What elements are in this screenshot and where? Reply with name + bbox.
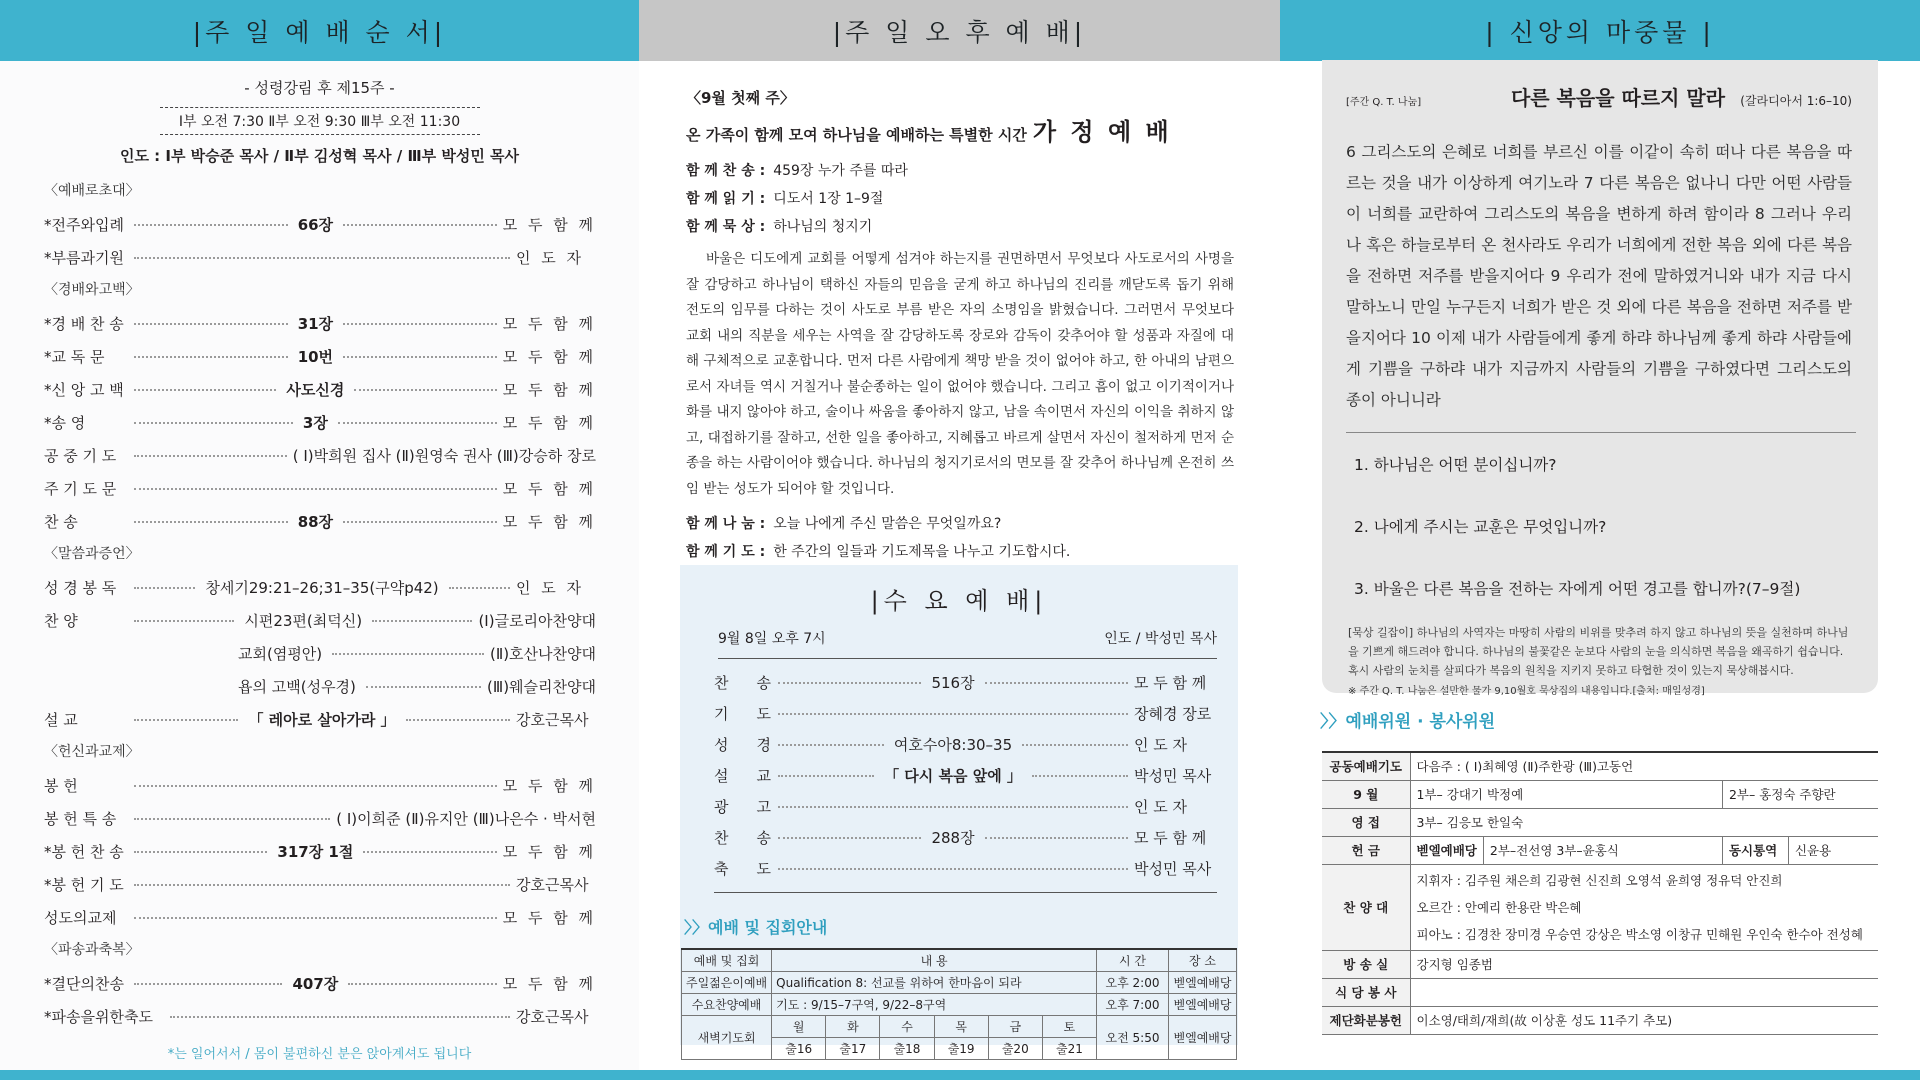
day-cell: 월 [772,1016,826,1038]
table-header: 시 간 [1097,949,1169,972]
day-cell: 화 [826,1016,880,1038]
table-cell: 주일젊은이예배 [682,972,772,994]
table-header: 장 소 [1169,949,1237,972]
info-key: 함 께 찬 송 : [686,163,766,179]
wed-label: 광고 [714,798,799,816]
order-item: 317장 1절 [277,843,354,861]
wed-sermon-title: 「 다시 복음 앞에 」 [884,767,1022,785]
table-row [682,994,1237,1016]
table-row [1322,752,1878,780]
meditation-guide: [묵상 길잡이] 하나님의 사역자는 마땅히 사람의 비위를 맞추려 하지 않고 하나님의 뜻을 실천하며 하나님을 기쁘게 해드려야 합니다. 하나님의 불꽃같은 눈보다 사람의 눈을 의식하면 복음을 왜곡하기 쉽습니다. 혹시 사람의 눈치를 살피다가 복음의 원칙을 지키지 못하고 타협한 것이 있는지 묵상해봅시다. [1348,626,1849,677]
order-person: 모 두 함 께 [502,975,597,993]
order-row [44,802,596,835]
order-person: 모 두 함 께 [502,513,597,531]
order-person: 인 도 자 [516,249,585,267]
choir-cell [1410,864,1878,950]
wed-person: 인 도 자 [1134,736,1188,754]
table-row [1322,950,1878,978]
row-heading: 찬 양 대 [1322,864,1410,950]
volunteers-table [1322,751,1878,1035]
wed-row [714,853,1220,884]
table-cell: 새벽기도회 [682,1016,772,1060]
wed-person: 박성민 목사 [1134,860,1212,878]
order-row [44,1000,596,1033]
day-cell: 금 [988,1016,1042,1038]
order-row [44,208,596,241]
table-cell: 3부– 김응모 한일숙 [1410,808,1878,836]
order-item: 교회(염평안) [238,645,323,663]
worship-order-list [44,175,596,1033]
wed-label: 축도 [714,860,799,878]
sermon-title: 「 레아로 살아가라 」 [248,711,396,729]
order-row [44,472,596,505]
order-row [44,604,596,637]
wed-row [714,822,1220,853]
wed-row [714,698,1220,729]
table-cell: 벧엘예배당 [1169,972,1237,994]
leader-cell: 출19 [934,1038,988,1060]
wed-label: 기도 [714,705,799,723]
info-key: 함 께 나 눔 : [686,516,766,532]
order-label: *송 영 [44,414,86,432]
order-item: 시편23편(최덕신) [244,612,363,630]
order-person: 모 두 함 께 [502,381,597,399]
order-row [44,967,596,1000]
order-item: 사도신경 [286,381,345,399]
info-value: 한 주간의 일들과 기도제목을 나누고 기도합시다. [773,544,1071,560]
table-cell: 신윤용 [1788,836,1878,864]
row-heading: 헌 금 [1322,836,1410,864]
order-label: 찬 송 [44,513,78,531]
order-label: 주 기 도 문 [44,480,117,498]
choir-organists: 오르간 : 안예리 한용란 박은혜 [1416,899,1582,915]
worship-times: Ⅰ부 오전 7:30 Ⅱ부 오전 9:30 Ⅲ부 오전 11:30 [160,107,480,135]
table-cell: 오후 2:00 [1097,972,1169,994]
order-person: (Ⅰ)글로리아찬양대 [478,612,597,630]
order-row [44,406,596,439]
wed-row [714,760,1220,791]
order-item: 407장 [292,975,339,993]
order-person: 모 두 함 께 [502,348,597,366]
order-row [44,439,596,472]
order-row [44,835,596,868]
order-person: (Ⅲ)웨슬리찬양대 [487,678,596,696]
leader-cell: 출17 [826,1038,880,1060]
order-person: 강호근목사 [516,876,589,894]
order-label: *봉 헌 기 도 [44,876,124,894]
family-worship-section [639,61,1280,566]
order-row [44,373,596,406]
order-row [44,868,596,901]
table-cell: 오전 5:50 [1097,1016,1169,1060]
order-item: 욥의 고백(성우경) [238,678,356,696]
wed-item: 여호수아8:30–35 [893,736,1013,754]
order-person: ( Ⅰ)이희준 (Ⅱ)유지안 (Ⅲ)나은수 · 박서현 [336,810,596,828]
table-row [1322,1006,1878,1034]
family-worship-heading: 가 정 예 배 [1032,118,1172,146]
row-heading: 영 접 [1322,808,1410,836]
order-person: 모 두 함 께 [502,315,597,333]
day-cell: 수 [880,1016,934,1038]
order-item: 66장 [297,216,334,234]
divider [714,892,1217,893]
qt-box [1322,60,1878,697]
wednesday-leader: 인도 / 박성민 목사 [1104,631,1217,647]
divider [1346,432,1856,433]
meditation-paragraph: 바울은 디도에게 교회를 어떻게 섬겨야 하는지를 권면하면서 무엇보다 사도로서의 사명을 잘 감당하고 하나님이 택하신 자들의 믿음을 굳게 하고 하나님의 진리를 깨닫도록 돕기 위해 전도의 임무를 다하는 것이 사도로 부름 받은 자의 소명임을 밝혔습니다. 그러면서 무엇보다 교회 내의 직분을 세우는 사역을 잘 감당하도록 장로와 감독이 갖추어야 할 성품과 자질에 대해 구체적으로 교훈합니다. 먼저 다른 사람에게 책망 받을 것이 없어야 하고, 한 아내의 남편으로서 자녀들 역시 거칠거나 불순종하는 일이 없어야 했습니다. 그리고 흠이 없고 이기적이거나 화를 내지 않아야 하고, 술이나 싸움을 좋아하지 않고, 남을 속이면서 자신의 이익을 취하지 않고, 대접하기를 잘하고, 선한 일을 좋아하고, 지혜롭고 바르게 살면서 자신이 철저하게 먼저 순종을 하는 사람이어야 했습니다. 하나님의 청지기로서의 면모를 잘 갖추어 하나님께 온전히 쓰임 받는 성도가 되어야 할 것입니다. [686,251,1234,497]
table-cell: 2부– 홍정숙 주향란 [1722,780,1878,808]
info-key: 함 께 읽 기 : [686,191,766,207]
order-row [44,901,596,934]
order-item: 10번 [297,348,334,366]
qt-question: 2. 나에게 주시는 교훈은 무엇입니까? [1354,518,1607,536]
qt-reference: (갈라디아서 1:6–10) [1740,94,1852,108]
family-worship-closing [686,510,1234,566]
table-row [1322,808,1878,836]
announcement-table [681,948,1237,1060]
section-label: 〈예배로초대〉 [44,183,140,199]
row-heading: 공동예배기도 [1322,752,1410,780]
worship-leaders: 인도 : Ⅰ부 박승준 목사 / Ⅱ부 김성혁 목사 / Ⅲ부 박성민 목사 [119,147,520,165]
order-item: 3장 [302,414,328,432]
afternoon-worship-header: |주 일 오 후 예 배| [639,0,1280,61]
leader-cell: 출21 [1042,1038,1096,1060]
order-item: 창세기29:21–26;31–35(구약p42) [205,579,439,597]
worship-order-column [0,0,639,1080]
order-row [44,340,596,373]
table-cell [1410,978,1878,1006]
table-cell: 강지형 임종범 [1410,950,1878,978]
worship-subtitle: - 성령강림 후 제15주 - [244,79,395,97]
wed-person: 장혜경 장로 [1134,705,1212,723]
qt-question: 1. 하나님은 어떤 분이십니까? [1354,456,1557,474]
order-label: 찬 양 [44,612,78,630]
wed-label: 찬송 [714,829,799,847]
wed-person: 모 두 함 께 [1134,829,1207,847]
table-cell: 2부–전선영 3부–윤홍식 [1483,836,1722,864]
day-cell: 목 [934,1016,988,1038]
order-person: 모 두 함 께 [502,909,596,927]
order-person: 모 두 함 께 [502,216,597,234]
order-row [44,241,596,274]
table-header: 내 용 [772,949,1097,972]
family-worship-info [686,157,1234,241]
table-cell: 벧엘예배당 [1169,1016,1237,1060]
wed-item: 288장 [931,829,975,847]
order-label: *봉 헌 찬 송 [44,843,124,861]
qt-tag: [주간 Q. T. 나눔] [1346,97,1422,108]
order-item: 88장 [297,513,334,531]
order-row [44,307,596,340]
order-label: 공 중 기 도 [44,447,117,465]
info-key: 함 께 기 도 : [686,544,766,560]
info-value: 오늘 나에게 주신 말씀은 무엇일까요? [773,516,1002,532]
source-note: ※ 주간 Q. T. 나눔은 설만한 물가 9,10월호 묵상집의 내용입니다.[출처: 매일성경] [1348,686,1705,697]
order-label: *교 독 문 [44,348,105,366]
standing-note: *는 일어서서 / 몸이 불편하신 분은 앉아계셔도 됩니다 [167,1047,472,1062]
qt-question: 3. 바울은 다른 복음을 전하는 자에게 어떤 경고를 합니까?(7–9절) [1354,580,1801,598]
wednesday-worship-meta [718,628,1217,659]
order-person: (Ⅱ)호산나찬양대 [489,645,596,663]
table-header: 예배 및 집회 [682,949,772,972]
row-heading: 식 당 봉 사 [1322,978,1410,1006]
section-label: 〈말씀과증언〉 [44,546,140,562]
qt-title: 다른 복음을 따르지 말라 [1510,86,1726,110]
row-heading: 방 송 실 [1322,950,1410,978]
order-label: 설 교 [44,711,78,729]
wed-label: 설교 [714,767,799,785]
table-cell: 벧엘예배당 [1169,994,1237,1016]
section-label: 〈헌신과교제〉 [44,744,140,760]
order-person: 강호근목사 [516,711,589,729]
info-value: 459장 누가 주를 따라 [773,163,908,179]
order-row [44,637,596,670]
table-cell: 수요찬양예배 [682,994,772,1016]
worship-order-header: |주 일 예 배 순 서| [0,0,639,61]
order-label: *경 배 찬 송 [44,315,124,333]
table-cell: 이소영/태희/재희(故 이상훈 성도 11주기 추모) [1410,1006,1878,1034]
order-row [44,505,596,538]
family-worship-week: 〈9월 첫째 주〉 [686,89,795,107]
announcement-title: 〉〉예배 및 집회안내 [684,918,828,937]
info-key: 함 께 묵 상 : [686,219,766,235]
wednesday-order-list [714,667,1220,884]
info-value: 하나님의 청지기 [773,219,873,235]
wednesday-date: 9월 8일 오후 7시 [718,631,826,647]
choir-conductors: 지휘자 : 김주원 채은희 김광현 신진희 오영석 윤희영 정유덕 안진희 [1416,872,1783,888]
table-cell: Qualification 8: 선교를 위하여 한마음이 되라 [772,972,1097,994]
wed-person: 인 도 자 [1134,798,1188,816]
wednesday-worship-title: |수 요 예 배| [870,587,1048,615]
table-cell: 동시통역 [1722,836,1788,864]
order-row [44,571,596,604]
order-label: 봉 헌 [44,777,78,795]
table-row [1322,836,1878,864]
order-person: 모 두 함 께 [502,480,596,498]
order-row [44,703,596,736]
table-cell: 기도 : 9/15–7구역, 9/22–8구역 [772,994,1097,1016]
table-row [682,972,1237,994]
section-label: 〈파송과축복〉 [44,942,140,958]
order-label: 봉 헌 특 송 [44,810,117,828]
wed-item: 516장 [931,674,975,692]
wed-row [714,729,1220,760]
table-cell: 벧엘예배당 [1410,836,1483,864]
table-row [682,1016,1237,1038]
order-label: *부름과기원 [44,249,124,267]
leader-cell: 출16 [772,1038,826,1060]
wed-label: 찬송 [714,674,799,692]
info-value: 디도서 1장 1–9절 [773,191,884,207]
table-row [1322,978,1878,1006]
order-label: 성도의교제 [44,909,117,927]
order-person: 강호근목사 [516,1008,589,1026]
faith-header: | 신앙의 마중물 | [1280,0,1920,61]
leader-cell: 출20 [988,1038,1042,1060]
table-header-row [682,949,1237,972]
table-cell: 오후 7:00 [1097,994,1169,1016]
order-person: ( Ⅰ)박희원 집사 (Ⅱ)원영숙 권사 (Ⅲ)강승하 장로 [292,447,596,465]
order-person: 모 두 함 께 [502,414,597,432]
table-row [1322,864,1878,950]
wed-label: 성경 [714,736,799,754]
order-row [44,670,596,703]
qt-header [1322,60,1878,111]
wed-person: 박성민 목사 [1134,767,1212,785]
row-heading: 9 월 [1322,780,1410,808]
order-row [44,769,596,802]
order-label: *신 앙 고 백 [44,381,124,399]
wed-row [714,667,1220,698]
order-label: *전주와입례 [44,216,124,234]
row-heading: 제단화분봉헌 [1322,1006,1410,1034]
wed-row [714,791,1220,822]
order-label: *결단의찬송 [44,975,124,993]
order-person: 모 두 함 께 [502,843,596,861]
day-cell: 토 [1042,1016,1096,1038]
order-person: 인 도 자 [516,579,585,597]
qt-scripture: 6 그리스도의 은혜로 너희를 부르신 이를 이같이 속히 떠나 다른 복음을 따르는 것을 내가 이상하게 여기노라 7 다른 복음은 없나니 다만 어떤 사람들이 너희를 교란하여 그리스도의 복음을 변하게 하려 함이라 8 그러나 우리나 혹은 하늘로부터 온 천사라도 우리가 너희에게 전한 복음 외에 다른 복음을 전하면 저주를 받을지어다 9 우리가 전에 말하였거니와 내가 지금 다시 말하노니 만일 누구든지 너희가 받은 것 외에 다른 복음을 전하면 저주를 받을지어다 10 이제 내가 사람들에게 좋게 하랴 하나님께 좋게 하랴 사람들에게 기쁨을 구하랴 내가 지금까지 사람들의 기쁨을 구하였다면 그리스도의 종이 아니니라 [1346,143,1852,409]
section-label: 〈경배와고백〉 [44,282,140,298]
choir-pianists: 피아노 : 김경찬 장미경 우승연 강상은 박소영 이창규 민해원 우인숙 한수아 전성혜 [1416,926,1863,942]
family-worship-title [686,112,1234,147]
volunteers-title: 〉〉예배위원 · 봉사위원 [1320,712,1496,732]
leader-cell: 출18 [880,1038,934,1060]
order-item: 31장 [297,315,334,333]
order-label: 성 경 봉 독 [44,579,117,597]
wed-person: 모 두 함 께 [1134,674,1207,692]
table-cell: 1부– 강대기 박정예 [1410,780,1722,808]
table-row [1322,780,1878,808]
table-cell: 다음주 : ( Ⅰ)최혜영 (Ⅱ)주한광 (Ⅲ)고동언 [1410,752,1878,780]
family-worship-subtitle: 온 가족이 함께 모여 하나님을 예배하는 특별한 시간 [686,126,1027,144]
order-person: 모 두 함 께 [502,777,596,795]
bottom-bar [0,1070,1920,1080]
wednesday-worship-box [680,565,1238,1056]
order-label: *파송을위한축도 [44,1008,153,1026]
